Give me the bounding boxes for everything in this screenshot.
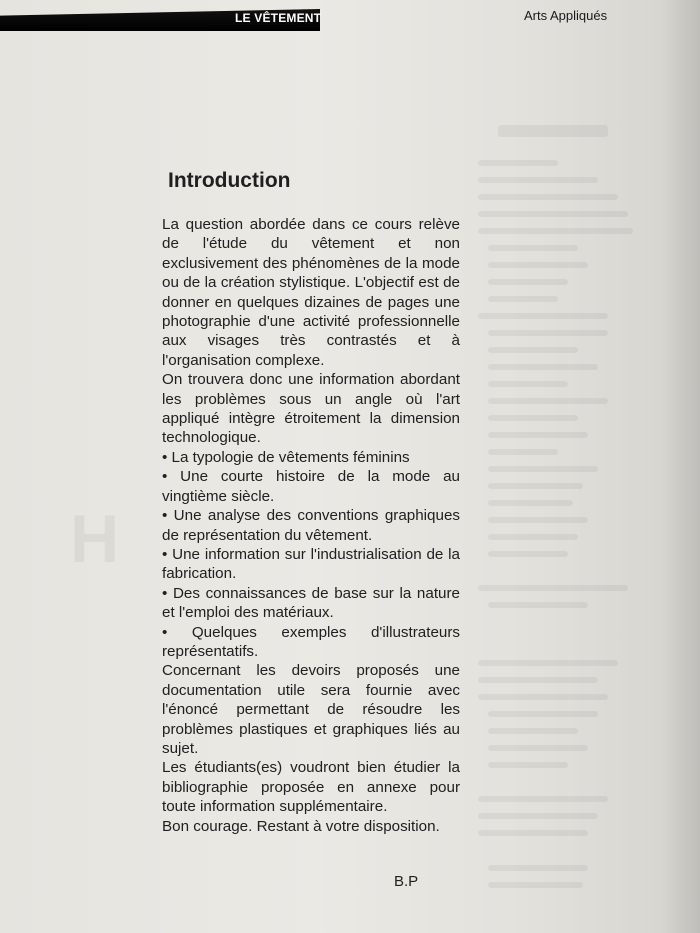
paragraph: On trouvera donc une information abordant les problèmes sous un angle où l'art appliqué intègre étroitement la dimension technologique.	[162, 371, 460, 447]
bullet-item: • Une courte histoire de la mode au vingtième siècle.	[162, 468, 460, 505]
bullet-item: • Une analyse des conventions graphiques de représentation du vêtement.	[162, 507, 460, 544]
bleed-through-heading: H	[70, 501, 120, 577]
page-title: Introduction	[168, 169, 291, 192]
paragraph: La question abordée dans ce cours relève de l'étude du vêtement et non exclusivement des phénomènes de la mode ou de la création stylistique. L'objectif est de donner en quelques dizaines de pages une photographie d'une activité professionnelle aux visages très contrastés et à l'organisation complexe.	[162, 216, 460, 369]
section-label: Arts Appliqués	[524, 8, 608, 23]
body-text	[162, 215, 460, 836]
paragraph: Les étudiants(es) voudront bien étudier la bibliographie proposée en annexe pour toute information supplémentaire.	[162, 759, 460, 816]
chapter-label: LE VÊTEMENT	[235, 11, 322, 25]
bleed-through-text	[478, 125, 668, 885]
bullet-item: • Une information sur l'industrialisation de la fabrication.	[162, 545, 460, 583]
bullet-item: • La typologie de vêtements féminins	[162, 448, 410, 466]
paragraph: Bon courage. Restant à votre disposition.	[162, 817, 440, 835]
bullet-item: • Des connaissances de base sur la nature et l'emploi des matériaux.	[162, 584, 460, 622]
signature: B.P	[394, 873, 419, 890]
paragraph: Concernant les devoirs proposés une documentation utile sera fournie avec l'énoncé permettant de résoudre les problèmes plastiques et graphiques liés au sujet.	[162, 662, 460, 757]
bullet-item: • Quelques exemples d'illustrateurs représentatifs.	[162, 623, 460, 660]
